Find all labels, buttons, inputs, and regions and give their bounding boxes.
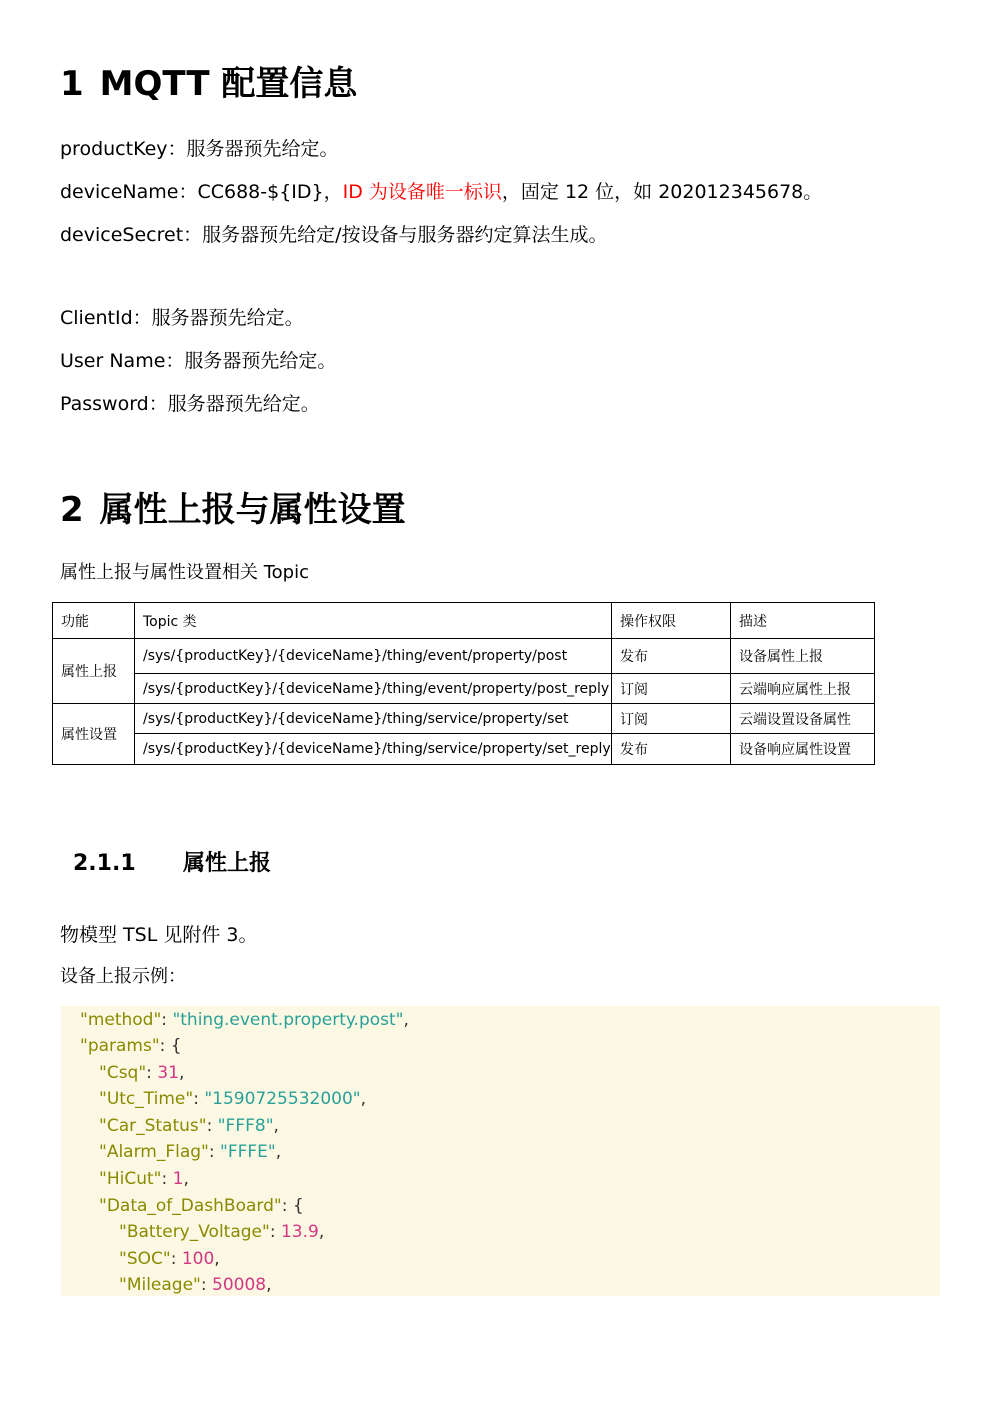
- permission-cell: 订阅: [612, 704, 731, 734]
- code-key: "method": [80, 1010, 162, 1030]
- code-number: 13.9: [280, 1222, 319, 1242]
- section-2-number: 2: [60, 490, 84, 530]
- topic-table: [52, 602, 875, 765]
- section-2-1-1-title: 属性上报: [183, 851, 272, 876]
- device-name-prefix: deviceName：CC688-${ID}，: [60, 181, 343, 203]
- code-line: "Data_of_DashBoard": {: [99, 1196, 304, 1216]
- code-number: 31: [157, 1063, 179, 1083]
- user-name-line: User Name：服务器预先给定。: [60, 350, 337, 372]
- code-string: "thing.event.property.post": [172, 1010, 404, 1030]
- topic-cell: /sys/{productKey}/{deviceName}/thing/event/property/post: [135, 639, 612, 674]
- code-key: "Battery_Voltage": [119, 1222, 270, 1242]
- code-key: "Csq": [99, 1063, 147, 1083]
- permission-cell: 发布: [612, 639, 731, 674]
- code-key: "Car_Status": [99, 1116, 207, 1136]
- tsl-note: 物模型 TSL 见附件 3。: [60, 924, 258, 946]
- function-cell: 属性设置: [53, 704, 135, 765]
- code-key: "params": [80, 1036, 160, 1056]
- code-key: "Mileage": [119, 1275, 201, 1295]
- device-name-highlight: ID 为设备唯一标识: [342, 181, 502, 203]
- code-example-block: [61, 1006, 940, 1296]
- table-row: [53, 674, 875, 704]
- topic-cell: /sys/{productKey}/{deviceName}/thing/service/property/set: [135, 704, 612, 734]
- table-header-cell: 操作权限: [612, 603, 731, 639]
- topic-cell: /sys/{productKey}/{deviceName}/thing/service/property/set_reply: [135, 734, 612, 765]
- code-string: "FFFE": [220, 1142, 276, 1162]
- table-header-row: [53, 603, 875, 639]
- code-line: "Alarm_Flag": "FFFE",: [99, 1142, 282, 1162]
- code-key: "HiCut": [99, 1169, 162, 1189]
- device-secret-line: deviceSecret：服务器预先给定/按设备与服务器约定算法生成。: [60, 224, 608, 246]
- table-row: [53, 734, 875, 765]
- code-line: "method": "thing.event.property.post",: [80, 1010, 409, 1030]
- section-1-heading: [60, 64, 357, 104]
- description-cell: 云端响应属性上报: [731, 674, 875, 704]
- table-row: [53, 704, 875, 734]
- table-header-cell: 描述: [731, 603, 875, 639]
- description-cell: 设备响应属性设置: [731, 734, 875, 765]
- code-line: "params": {: [80, 1036, 182, 1056]
- code-number: 50008: [212, 1275, 267, 1295]
- code-line: "Mileage": 50008,: [119, 1275, 272, 1295]
- code-line: "SOC": 100,: [119, 1249, 220, 1269]
- topic-intro: 属性上报与属性设置相关 Topic: [60, 562, 309, 583]
- device-name-line: [60, 180, 822, 204]
- code-key: "Data_of_DashBoard": [99, 1196, 282, 1216]
- product-key-line: productKey：服务器预先给定。: [60, 138, 339, 160]
- device-name-suffix: ，固定 12 位，如 202012345678。: [501, 181, 823, 203]
- description-cell: 云端设置设备属性: [731, 704, 875, 734]
- section-2-1-1-heading: [73, 850, 271, 878]
- table-header-cell: Topic 类: [135, 603, 612, 639]
- function-cell: 属性上报: [53, 639, 135, 704]
- password-line: Password：服务器预先给定。: [60, 393, 320, 415]
- section-2-1-1-number: 2.1.1: [73, 851, 136, 876]
- code-string: "FFF8": [217, 1116, 274, 1136]
- section-1-number: 1: [60, 64, 84, 104]
- code-key: "Utc_Time": [99, 1089, 194, 1109]
- permission-cell: 订阅: [612, 674, 731, 704]
- section-2-title: 属性上报与属性设置: [99, 490, 406, 530]
- table-row: [53, 639, 875, 674]
- code-string: "1590725532000": [204, 1089, 361, 1109]
- section-2-heading: [60, 490, 406, 530]
- client-id-line: ClientId：服务器预先给定。: [60, 307, 304, 329]
- example-label: 设备上报示例：: [60, 966, 186, 987]
- code-key: "SOC": [119, 1249, 171, 1269]
- code-number: 100: [181, 1249, 215, 1269]
- code-number: 1: [172, 1169, 184, 1189]
- table-header-cell: 功能: [53, 603, 135, 639]
- code-key: "Alarm_Flag": [99, 1142, 209, 1162]
- topic-cell: /sys/{productKey}/{deviceName}/thing/event/property/post_reply: [135, 674, 612, 704]
- description-cell: 设备属性上报: [731, 639, 875, 674]
- code-line: "Csq": 31,: [99, 1063, 185, 1083]
- code-line: "HiCut": 1,: [99, 1169, 189, 1189]
- code-line: "Car_Status": "FFF8",: [99, 1116, 279, 1136]
- code-line: "Battery_Voltage": 13.9,: [119, 1222, 325, 1242]
- section-1-title: MQTT 配置信息: [99, 64, 358, 104]
- permission-cell: 发布: [612, 734, 731, 765]
- code-line: "Utc_Time": "1590725532000",: [99, 1089, 366, 1109]
